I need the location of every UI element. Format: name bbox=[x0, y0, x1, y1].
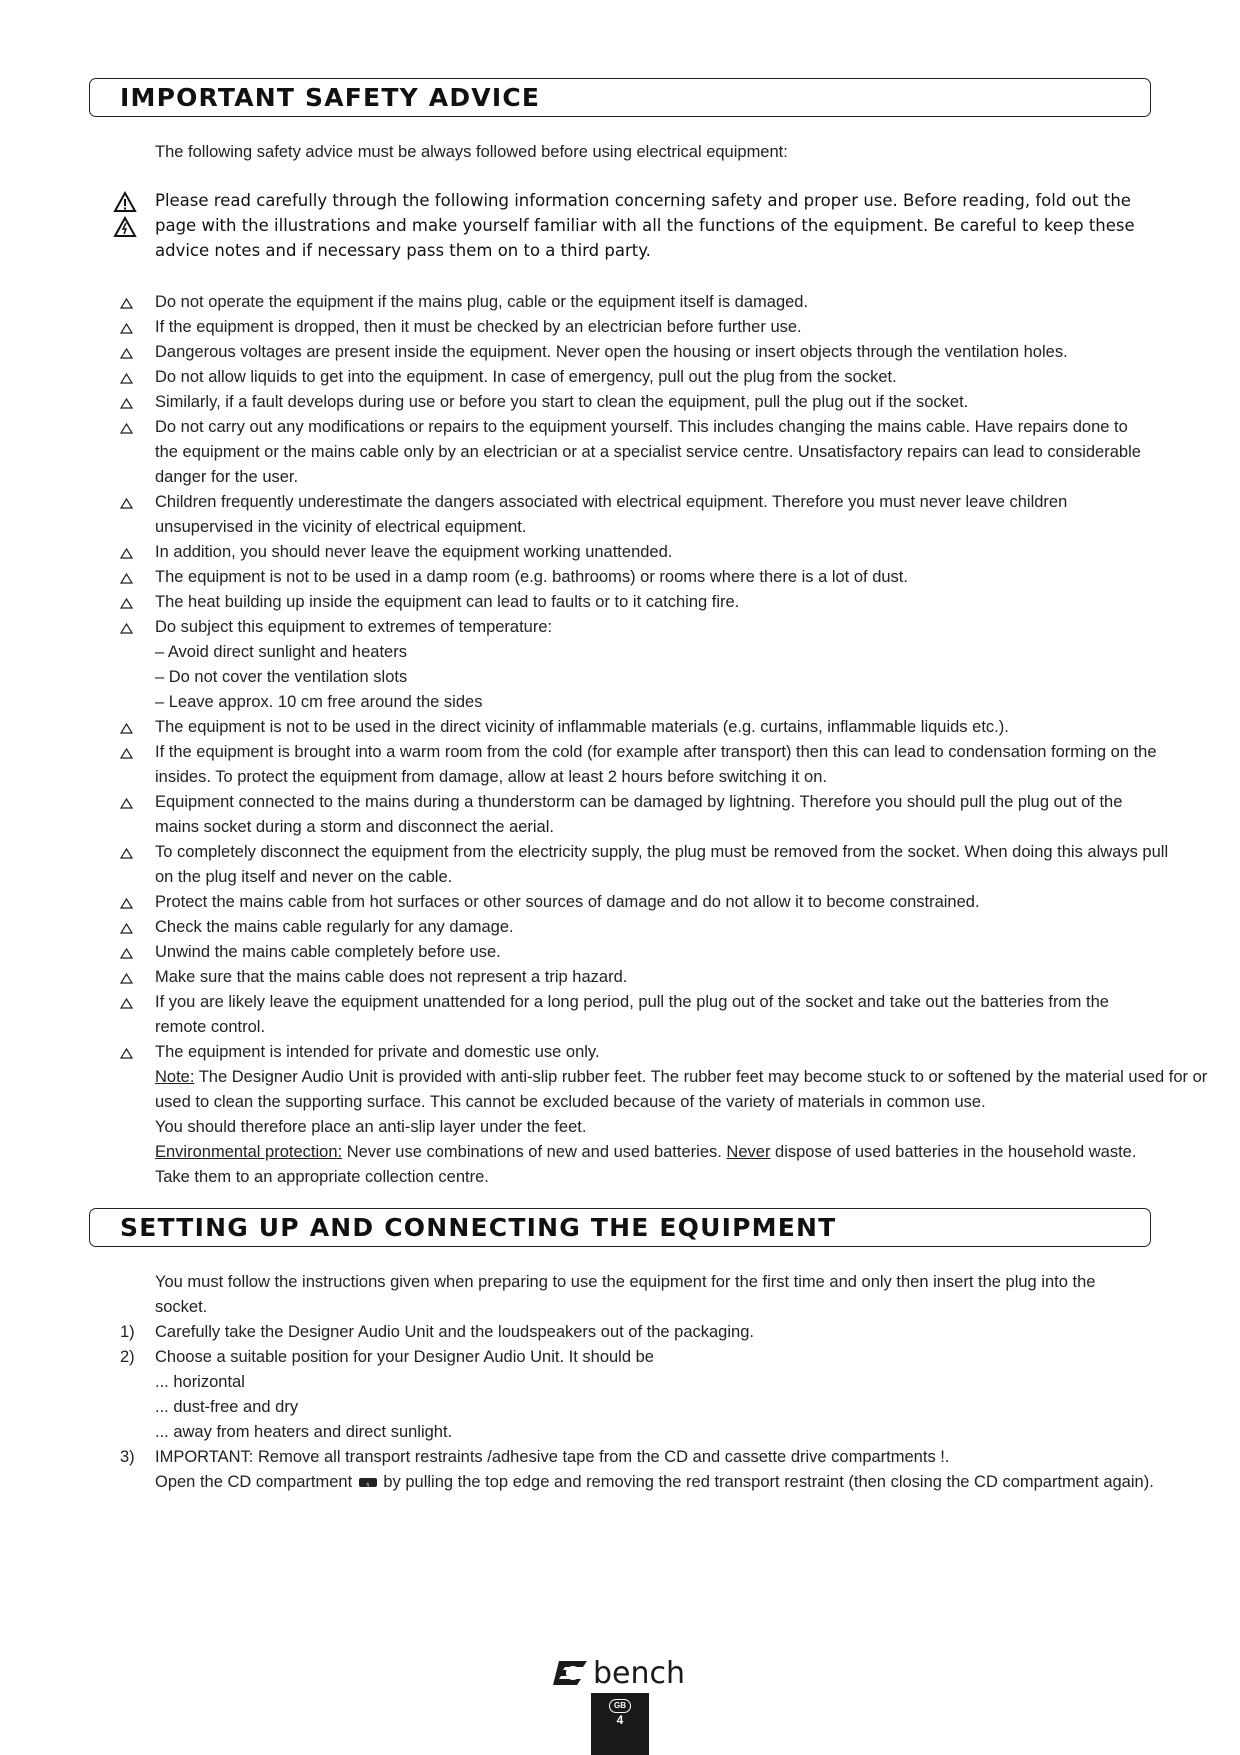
sub-item: – Avoid direct sunlight and heaters bbox=[155, 643, 407, 661]
list-item: Do not allow liquids to get into the equipment. In case of emergency, pull out the plug from the socket. bbox=[118, 365, 1178, 390]
list-item: If the equipment is brought into a warm room from the cold (for example after transport) then this can lead to condensation forming on the insides. To protect the equipment from damage, allow at least 2 hours before switching it on. bbox=[118, 740, 1200, 790]
brand-logo bbox=[553, 1653, 689, 1689]
warning-triangle-icon bbox=[113, 191, 137, 213]
sub-item: – Do not cover the ventilation slots bbox=[155, 668, 408, 686]
list-item: The equipment is not to be used in the direct vicinity of inflammable materials (e.g. curtains, inflammable liquids etc.). bbox=[118, 715, 1178, 740]
triangle-bullet-icon bbox=[120, 598, 133, 609]
cd-compartment-icon bbox=[359, 1478, 377, 1487]
sub-item: ... away from heaters and direct sunlight. bbox=[155, 1423, 453, 1441]
triangle-bullet-icon bbox=[120, 748, 133, 759]
step-item: 2) Choose a suitable position for your Designer Audio Unit. It should be ... horizontal ... dust-free and dry ... away from heaters and direct sunlight. bbox=[118, 1345, 1178, 1445]
list-item: Dangerous voltages are present inside the equipment. Never open the housing or insert objects through the ventilation holes. bbox=[118, 340, 1178, 365]
triangle-bullet-icon bbox=[120, 973, 133, 984]
triangle-bullet-icon bbox=[120, 498, 133, 509]
triangle-bullet-icon bbox=[120, 348, 133, 359]
list-item: Check the mains cable regularly for any damage. bbox=[118, 915, 1178, 940]
note-label: Note: bbox=[155, 1068, 195, 1086]
sub-item: ... horizontal bbox=[155, 1373, 245, 1391]
country-badge: GB bbox=[609, 1699, 631, 1713]
list-item: Equipment connected to the mains during a thunderstorm can be damaged by lightning. Therefore you should pull the plug out of the mains socket during a storm and disconnect the aerial. bbox=[118, 790, 1155, 840]
triangle-bullet-icon bbox=[120, 548, 133, 559]
triangle-bullet-icon bbox=[120, 923, 133, 934]
triangle-bullet-icon bbox=[120, 423, 133, 434]
sub-item: – Leave approx. 10 cm free around the sides bbox=[155, 693, 483, 711]
triangle-bullet-icon bbox=[120, 948, 133, 959]
list-item: Do not carry out any modifications or repairs to the equipment yourself. This includes changing the mains cable. Have repairs done to the equipment or the mains cable only by an electrician or at a specialist service centre. Unsatisfactory repairs can lead to considerable danger for the user. bbox=[118, 415, 1155, 490]
list-item: The equipment is not to be used in a damp room (e.g. bathrooms) or rooms where there is a lot of dust. bbox=[118, 565, 1178, 590]
list-item: Do not operate the equipment if the mains plug, cable or the equipment itself is damaged. bbox=[118, 290, 1178, 315]
list-item: Children frequently underestimate the dangers associated with electrical equipment. Therefore you must never leave children unsupervised in the vicinity of electrical equipment. bbox=[118, 490, 1155, 540]
triangle-bullet-icon bbox=[120, 573, 133, 584]
setup-steps bbox=[118, 1320, 1178, 1495]
triangle-bullet-icon bbox=[120, 373, 133, 384]
page-number: 4 bbox=[616, 1713, 624, 1727]
list-item: If you are likely leave the equipment unattended for a long period, pull the plug out of the socket and take out the batteries from the remote control. bbox=[118, 990, 1155, 1040]
step-item: 1) Carefully take the Designer Audio Unit and the loudspeakers out of the packaging. bbox=[120, 1323, 754, 1341]
step-item: 3) IMPORTANT: Remove all transport restraints /adhesive tape from the CD and cassette drive compartments !. Open the CD compartment 1 by pulling the top edge and removing the red transport restraint (then closing the CD compartment again). bbox=[118, 1445, 1165, 1495]
setup-intro: You must follow the instructions given when preparing to use the equipment for the first time and only then insert the plug into the socket. bbox=[155, 1273, 1096, 1316]
list-item: Similarly, if a fault develops during use or before you start to clean the equipment, pull the plug out if the socket. bbox=[118, 390, 1178, 415]
list-item: Protect the mains cable from hot surfaces or other sources of damage and do not allow it to become constrained. bbox=[118, 890, 1178, 915]
triangle-bullet-icon bbox=[120, 398, 133, 409]
section-header-setup bbox=[89, 1208, 1151, 1247]
triangle-bullet-icon bbox=[120, 723, 133, 734]
triangle-bullet-icon bbox=[120, 1048, 133, 1059]
list-item: Make sure that the mains cable does not represent a trip hazard. bbox=[118, 965, 1178, 990]
note-paragraph: Note: The Designer Audio Unit is provided with anti-slip rubber feet. The rubber feet may become stuck to or softened by the material used for or used to clean the supporting surface. This cannot be excluded because of the variety of materials in common use. bbox=[155, 1068, 1208, 1111]
page-number-tab bbox=[591, 1693, 649, 1755]
triangle-bullet-icon bbox=[120, 323, 133, 334]
section-title: IMPORTANT SAFETY ADVICE bbox=[120, 83, 541, 112]
warning-triangle-icon bbox=[113, 216, 137, 238]
sub-item: ... dust-free and dry bbox=[155, 1398, 299, 1416]
warning-text: Please read carefully through the following information concerning safety and proper use. Before reading, fold out the page with the illustrations and make yourself familiar with all the functions of the equipment. Be careful to keep these advice notes and if necessary pass them on to a third party. bbox=[155, 191, 1135, 260]
triangle-bullet-icon bbox=[120, 998, 133, 1009]
list-item: The equipment is intended for private and domestic use only. Note: The Designer Audio Unit is provided with anti-slip rubber feet. The rubber feet may become stuck to or softened by the material used for or used to clean the supporting surface. This cannot be excluded because of the variety of materials in common use. You should therefore place an anti-slip layer under the feet. Environmental protection: Never use combinations of new and used batteries. Never dispose of used batteries in the household waste. Take them to an appropriate collection centre. bbox=[118, 1040, 1215, 1190]
triangle-bullet-icon bbox=[120, 623, 133, 634]
triangle-bullet-icon bbox=[120, 798, 133, 809]
section-header-safety bbox=[89, 78, 1151, 117]
safety-intro: The following safety advice must be always followed before using electrical equipment: bbox=[155, 143, 788, 161]
triangle-bullet-icon bbox=[120, 848, 133, 859]
brand-name: bench bbox=[593, 1656, 686, 1689]
section-title: SETTING UP AND CONNECTING THE EQUIPMENT bbox=[120, 1213, 837, 1242]
environment-paragraph: Environmental protection: Never use combinations of new and used batteries. Never dispose of used batteries in the household waste. Take them to an appropriate collection centre. bbox=[155, 1143, 1137, 1186]
triangle-bullet-icon bbox=[120, 298, 133, 309]
safety-list bbox=[118, 290, 1208, 1190]
list-item: If the equipment is dropped, then it must be checked by an electrician before further use. bbox=[118, 315, 1178, 340]
list-item: The heat building up inside the equipment can lead to faults or to it catching fire. bbox=[118, 590, 1178, 615]
list-item: To completely disconnect the equipment from the electricity supply, the plug must be removed from the socket. When doing this always pull on the plug itself and never on the cable. bbox=[118, 840, 1175, 890]
list-item: Unwind the mains cable completely before use. bbox=[118, 940, 1178, 965]
list-item: Do subject this equipment to extremes of temperature: – Avoid direct sunlight and heaters – Do not cover the ventilation slots – Leave approx. 10 cm free around the sides bbox=[118, 615, 1178, 715]
environment-label: Environmental protection: bbox=[155, 1143, 343, 1161]
triangle-bullet-icon bbox=[120, 898, 133, 909]
e-logo-icon bbox=[553, 1653, 689, 1689]
step-continuation: Open the CD compartment 1 by pulling the top edge and removing the red transport restraint (then closing the CD compartment again). bbox=[155, 1470, 1165, 1495]
note-paragraph-2: You should therefore place an anti-slip layer under the feet. bbox=[155, 1118, 587, 1136]
list-item: In addition, you should never leave the equipment working unattended. bbox=[118, 540, 1178, 565]
